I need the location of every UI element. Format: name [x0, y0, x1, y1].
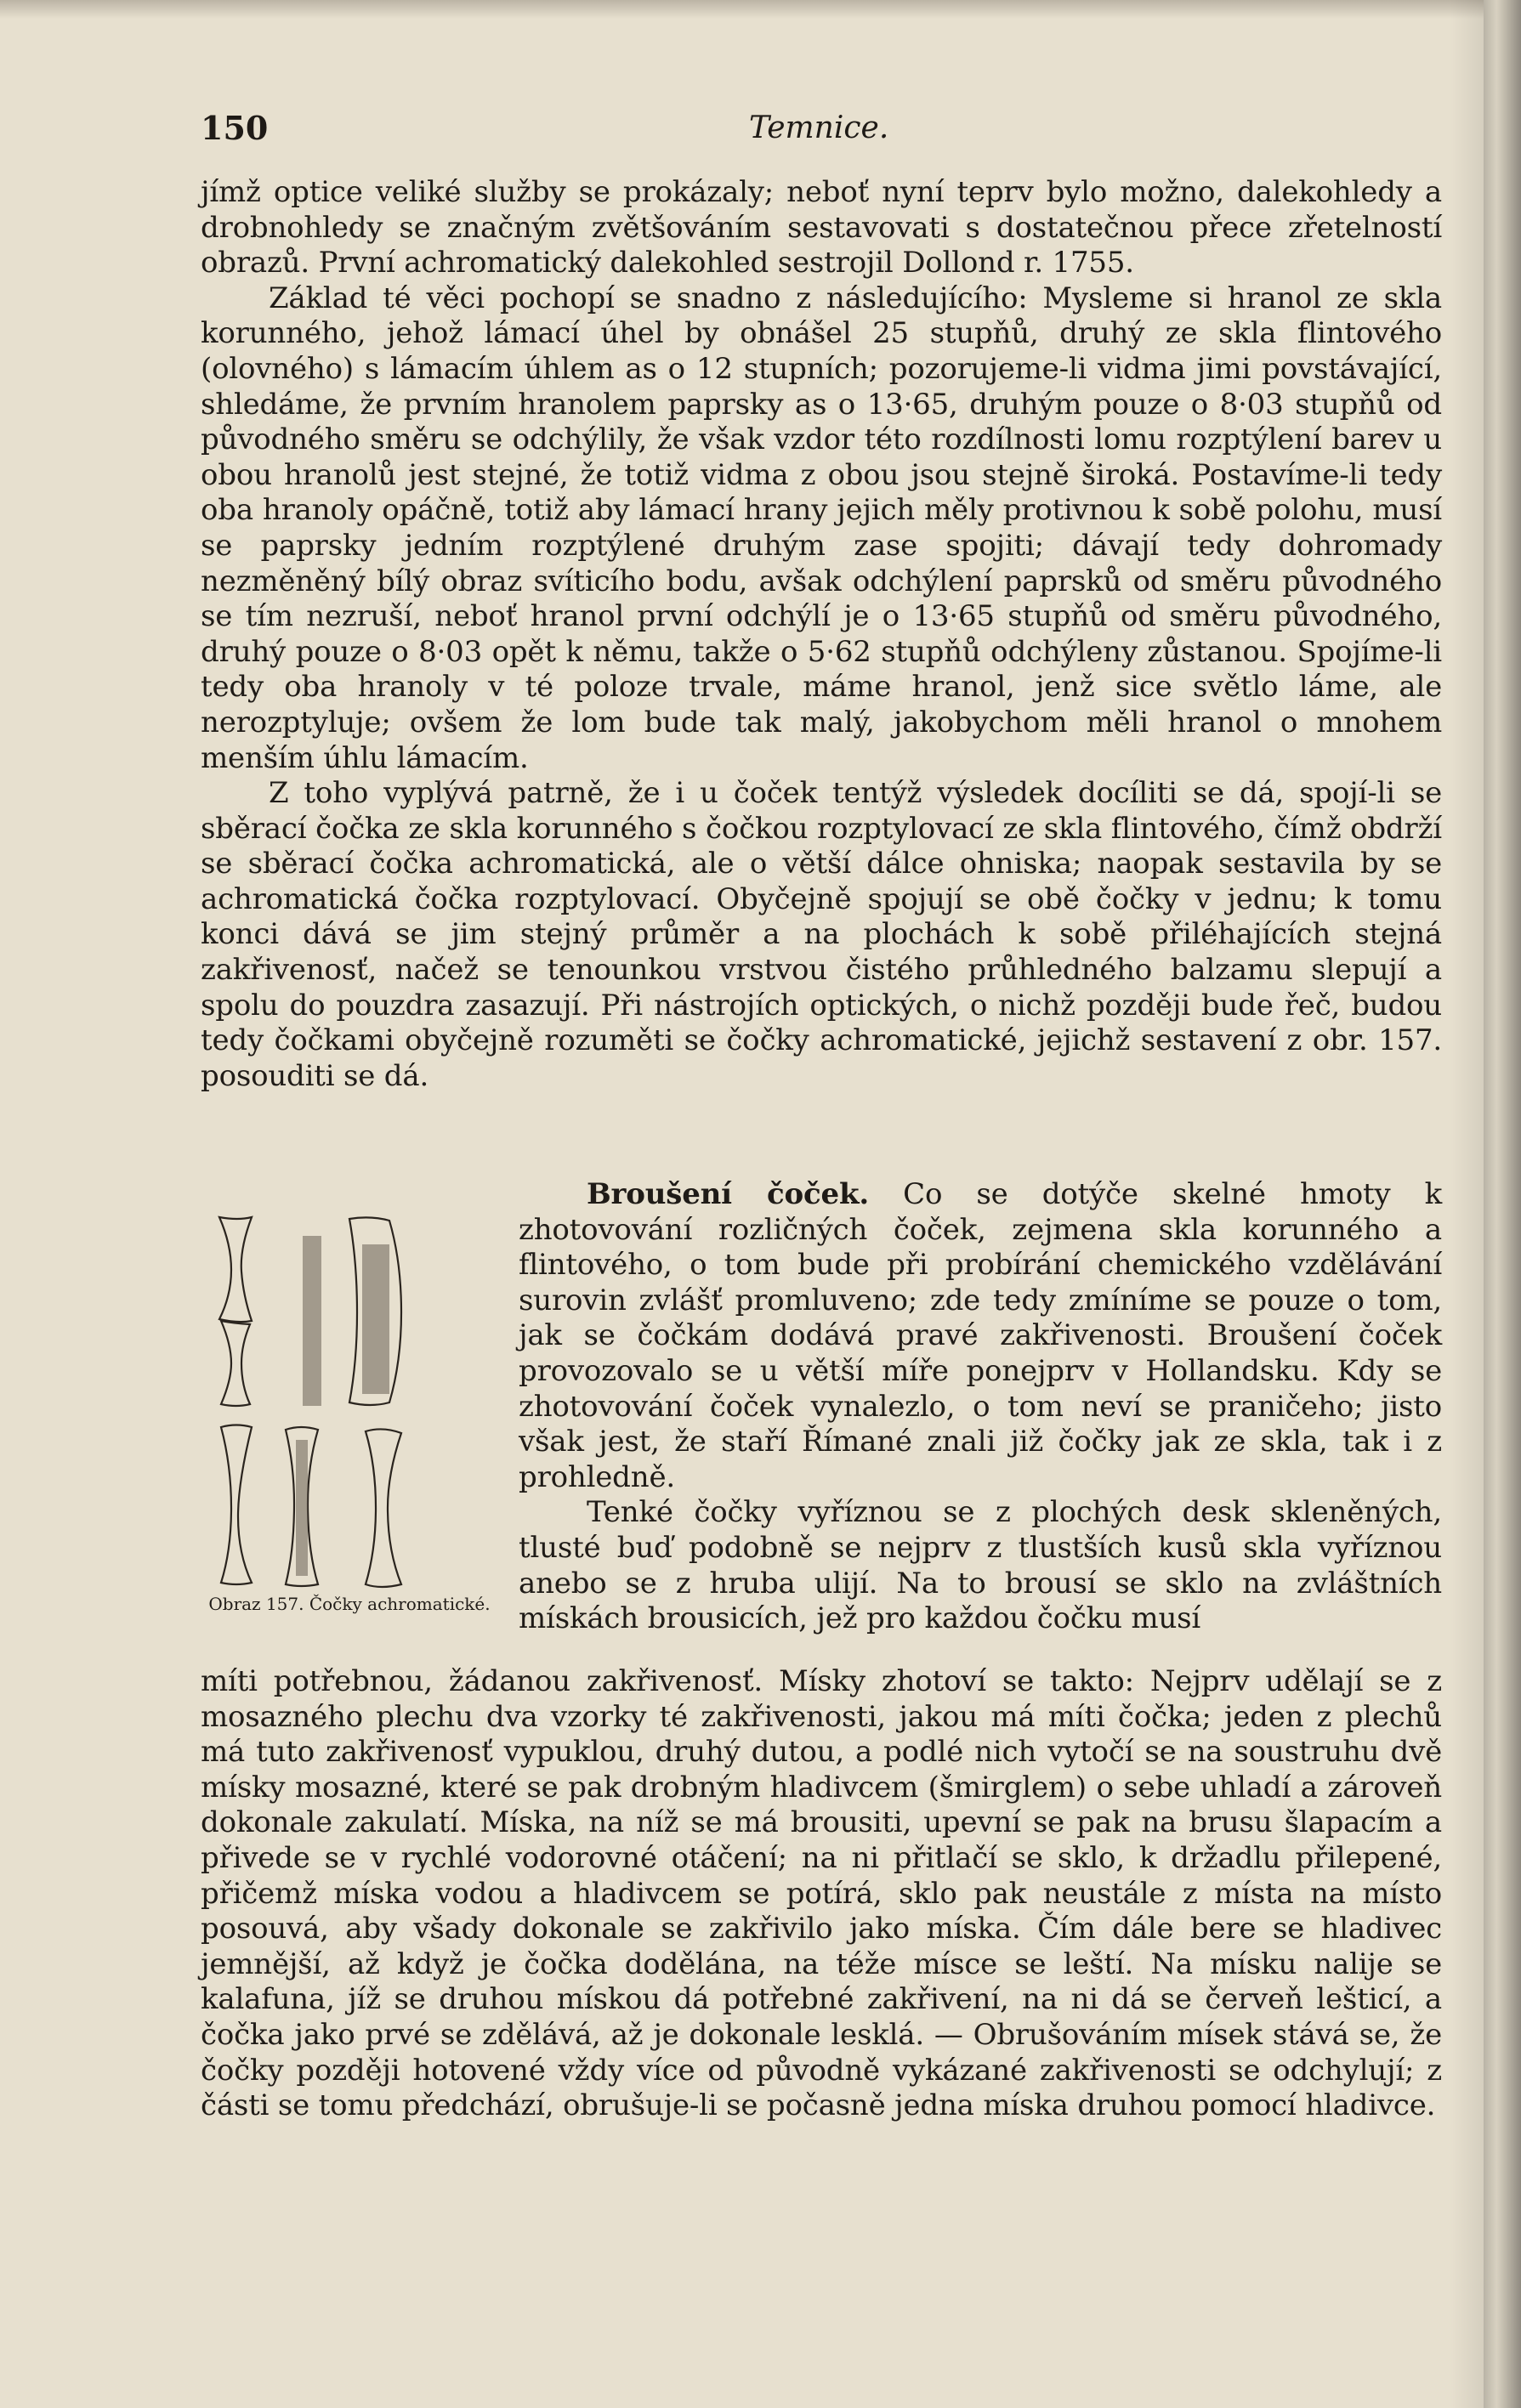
page-header — [201, 109, 1476, 156]
main-text-bottom — [201, 1664, 1442, 2124]
paragraph-2: Základ té věci pochopí se snadno z následujícího: Mysleme si hranol ze skla korunného, jehož lámací úhel by obnášel 25 stupňů, druhý ze skla flintového (olovného) s lámacím úhlem as o 12 stupních; pozorujeme-li vidma jimi povstávající, shledáme, že prvním hranolem paprsky as o 13·65, druhým pouze o 8·03 stupňů od původného směru se odchýlily, že však vzdor této rozdílnosti lomu rozptýlení barev u obou hranolů jest stejné, že totiž vidma z obou jsou stejně široká. Postavíme-li tedy oba hranoly opáčně, totiž aby lámací hrany jejich měly protivnou k sobě polohu, musí se paprsky jedním rozptýlené druhým zase spojiti; dávají tedy dohromady nezměněný bílý obraz svíticího bodu, avšak odchýlení paprsků od směru původného se tím nezruší, neboť hranol první odchýlí je o 13·65 stupňů od směru původného, druhý pouze o 8·03 opět k němu, takže o 5·62 stupňů odchýleny zůstanou. Spojíme-li tedy oba hranoly v té poloze trvale, máme hranol, jenž sice světlo láme, ale nerozptyluje; ovšem že lom bude tak malý, jakobychom měli hranol o mnohem menším úhlu lámacím. — [201, 280, 1442, 775]
top-shadow — [0, 0, 1484, 19]
page-gutter-shadow — [1450, 0, 1484, 2408]
figure-caption: Obraz 157. Čočky achromatické. — [208, 1594, 491, 1614]
book-edge — [1484, 0, 1521, 2408]
page-number: 150 — [201, 109, 269, 147]
section-paragraph-2: Tenké čočky vyříznou se z plochých desk skleněných, tlusté buď podobně se nejprv z tlustších kusů skla vyříznou anebo se z hruba ulijí. Na to brousí se sklo na zvláštních mískách brousicích, jež pro každou čočku musí — [519, 1495, 1442, 1636]
section-text: Co se dotýče skelné hmoty k zhotovování rozličných čoček, zejmena skla korunného a flintového, o tom bude při probírání chemického vzdělávání surovin zvlášť promluveno; zde tedy zmíníme se pouze o tom, jak se čočkám dodává pravé zakřivenosti. Broušení čoček provozovalo se u větší míře ponejprv v Hollandsku. Kdy se zhotovování čoček vynalezlo, o tom neví se praničeho; jisto však jest, že staří Římané znali již čočky jak ze skla, tak i z prohledně. — [519, 1177, 1443, 1494]
figure-157 — [201, 1210, 498, 1661]
section-text-right-column — [519, 1177, 1442, 1637]
paragraph-3: Z toho vyplývá patrně, že i u čoček tentýž výsledek docíliti se dá, spojí-li se sběrací čočka ze skla korunného s čočkou rozptylovací ze skla flintového, čímž obdrží se sběrací čočka achromatická, ale o větší dálce ohniska; naopak sestavila by se achromatická čočka rozptylovací. Obyčejně spojují se obě čočky v jednu; k tomu konci dává se jim stejný průměr a na plochách k sobě přiléhajících stejná zakřivenosť, načež se tenounkou vrstvou čistého průhledného balzamu slepují a spolu do pouzdra zasazují. Při nástrojích optických, o nichž později bude řeč, budou tedy čočkami obyčejně rozuměti se čočky achromatické, jejichž sestavení z obr. 157. posouditi se dá. — [201, 776, 1442, 1093]
paragraph-1: jímž optice veliké služby se prokázaly; neboť nyní teprv bylo možno, dalekohledy a drobnohledy se značným zvětšováním sestavovati s dostatečnou přece zřetelností obrazů. První achromatický dalekohled sestrojil Dollond r. 1755. — [201, 175, 1442, 280]
paragraph-bottom: míti potřebnou, žádanou zakřivenosť. Mísky zhotoví se takto: Nejprv udělají se z mosazného plechu dva vzorky té zakřivenosti, jakou má míti čočka; jeden z plechů má tuto zakřivenosť vypuklou, druhý dutou, a podlé nich vytočí se na soustruhu dvě mísky mosazné, které se pak drobným hladivcem (šmirglem) o sebe uhladí a zároveň dokonale zakulatí. Míska, na níž se má brousiti, upevní se pak na brusu šlapacím a přivede se v rychlé vodorovné otáčení; na ni přitlačí se sklo, k držadlu přilepené, přičemž míska vodou a hladivcem se potírá, sklo pak neustále z místa na místo posouvá, aby všady dokonale se zakřivilo jako míska. Čím dále bere se hladivec jemnější, až když je čočka dodělána, na téže mísce se leští. Na mísku nalije se kalafuna, jíž se druhou mískou dá potřebné zakřivení, na ni dá se červeň lešticí, a čočka jako prvé se zdělává, až je dokonale lesklá. — Obrušováním mísek stává se, že čočky později hotovené vždy více od původně vykázané zakřivenosti se odchylují; z části se tomu předchází, obrušuje-li se počasně jedna míska druhou pomocí hladivce. — [201, 1664, 1442, 2123]
achromatic-lenses-illustration — [201, 1210, 498, 1593]
section-heading: Broušení čoček. — [587, 1177, 869, 1211]
section-paragraph-1 — [519, 1177, 1442, 1495]
running-title: Temnice. — [749, 110, 889, 145]
main-text-top — [201, 175, 1442, 1094]
